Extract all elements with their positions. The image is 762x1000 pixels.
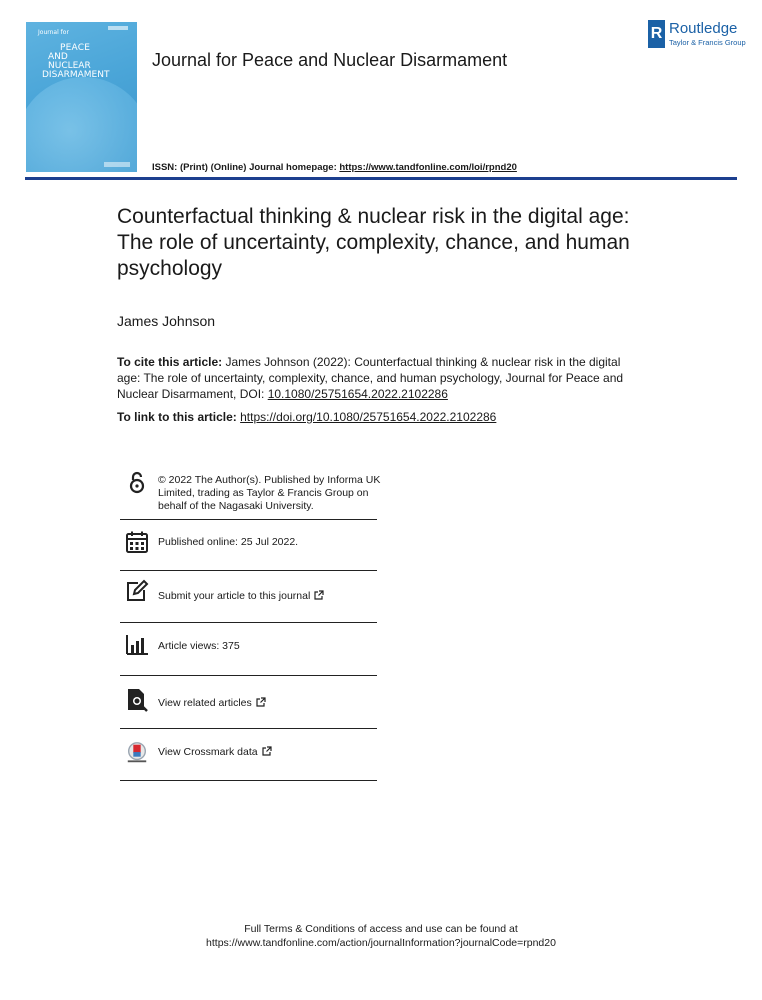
submit-article-link[interactable] <box>158 590 324 603</box>
citation-block <box>117 354 637 402</box>
copyright-text: © 2022 The Author(s). Published by Informa UK Limited, trading as Taylor & Francis Group on behalf of the Nagasaki University. <box>158 474 381 512</box>
cover-small-label: Journal for <box>38 29 69 36</box>
related-row[interactable] <box>120 676 377 729</box>
citation-label: To cite this article: <box>117 355 223 369</box>
article-title: Counterfactual thinking & nuclear risk in the digital age: The role of uncertainty, complexity, chance, and human psychology <box>117 205 630 280</box>
header-divider <box>25 177 737 180</box>
submit-article-label: Submit your article to this journal <box>158 590 311 602</box>
article-info-list <box>120 464 381 781</box>
bar-chart-icon <box>125 633 149 657</box>
author-name: James Johnson <box>117 313 216 329</box>
open-access-lock-icon <box>125 470 149 494</box>
cover-title-line-1: PEACE <box>60 43 91 53</box>
journal-cover-image <box>26 22 137 172</box>
view-related-label: View related articles <box>158 697 252 709</box>
external-link-icon <box>314 590 324 600</box>
open-access-row <box>120 464 381 520</box>
related-articles-icon <box>125 688 149 712</box>
crossmark-icon <box>125 741 149 765</box>
journal-homepage-link[interactable]: https://www.tandfonline.com/loi/rpnd20 <box>339 162 517 173</box>
cover-title-line-4: DISARMAMENT <box>42 70 110 80</box>
cover-title-line-3: NUCLEAR <box>48 61 91 71</box>
link-label: To link to this article: <box>117 410 241 424</box>
citation-text: James Johnson (2022): Counterfactual thinking & nuclear risk in the digital age: The role of uncertainty, complexity, chance, and human psychology, Journal for Peace and Nuclear Disarmament, DOI: <box>117 355 624 401</box>
edit-pencil-icon <box>125 579 149 603</box>
calendar-icon <box>125 530 149 554</box>
publisher-name: Routledge <box>669 20 738 37</box>
published-row <box>120 520 377 571</box>
view-crossmark-label: View Crossmark data <box>158 746 258 758</box>
footer <box>0 922 762 950</box>
routledge-logo-icon: R <box>648 20 665 48</box>
citation-doi-link[interactable]: 10.1080/25751654.2022.2102286 <box>267 387 448 401</box>
view-crossmark-link[interactable] <box>158 746 272 759</box>
article-views-text: Article views: 375 <box>158 640 240 652</box>
issn-label: ISSN: (Print) (Online) Journal homepage: <box>152 162 340 173</box>
external-link-icon <box>256 697 266 707</box>
cover-badge <box>108 26 128 30</box>
cover-title-line-2: AND <box>48 52 68 62</box>
cover-moon-graphic <box>26 77 137 172</box>
journal-title: Journal for Peace and Nuclear Disarmament <box>152 50 508 70</box>
view-related-link[interactable] <box>158 697 266 710</box>
publisher-logo <box>648 20 746 50</box>
external-link-icon <box>262 746 272 756</box>
crossmark-row[interactable] <box>120 729 377 781</box>
article-doi-link[interactable]: https://doi.org/10.1080/25751654.2022.2102286 <box>240 410 497 424</box>
cover-publisher-logo <box>104 162 130 167</box>
article-link-line <box>117 410 496 424</box>
published-date-text: Published online: 25 Jul 2022. <box>158 536 299 548</box>
footer-terms-url[interactable]: https://www.tandfonline.com/action/journalInformation?journalCode=rpnd20 <box>206 937 556 949</box>
publisher-subtitle: Taylor & Francis Group <box>669 38 746 47</box>
footer-terms-text: Full Terms & Conditions of access and use can be found at <box>244 923 518 935</box>
submit-row[interactable] <box>120 571 377 623</box>
views-row <box>120 623 377 676</box>
issn-homepage-line <box>152 162 517 173</box>
